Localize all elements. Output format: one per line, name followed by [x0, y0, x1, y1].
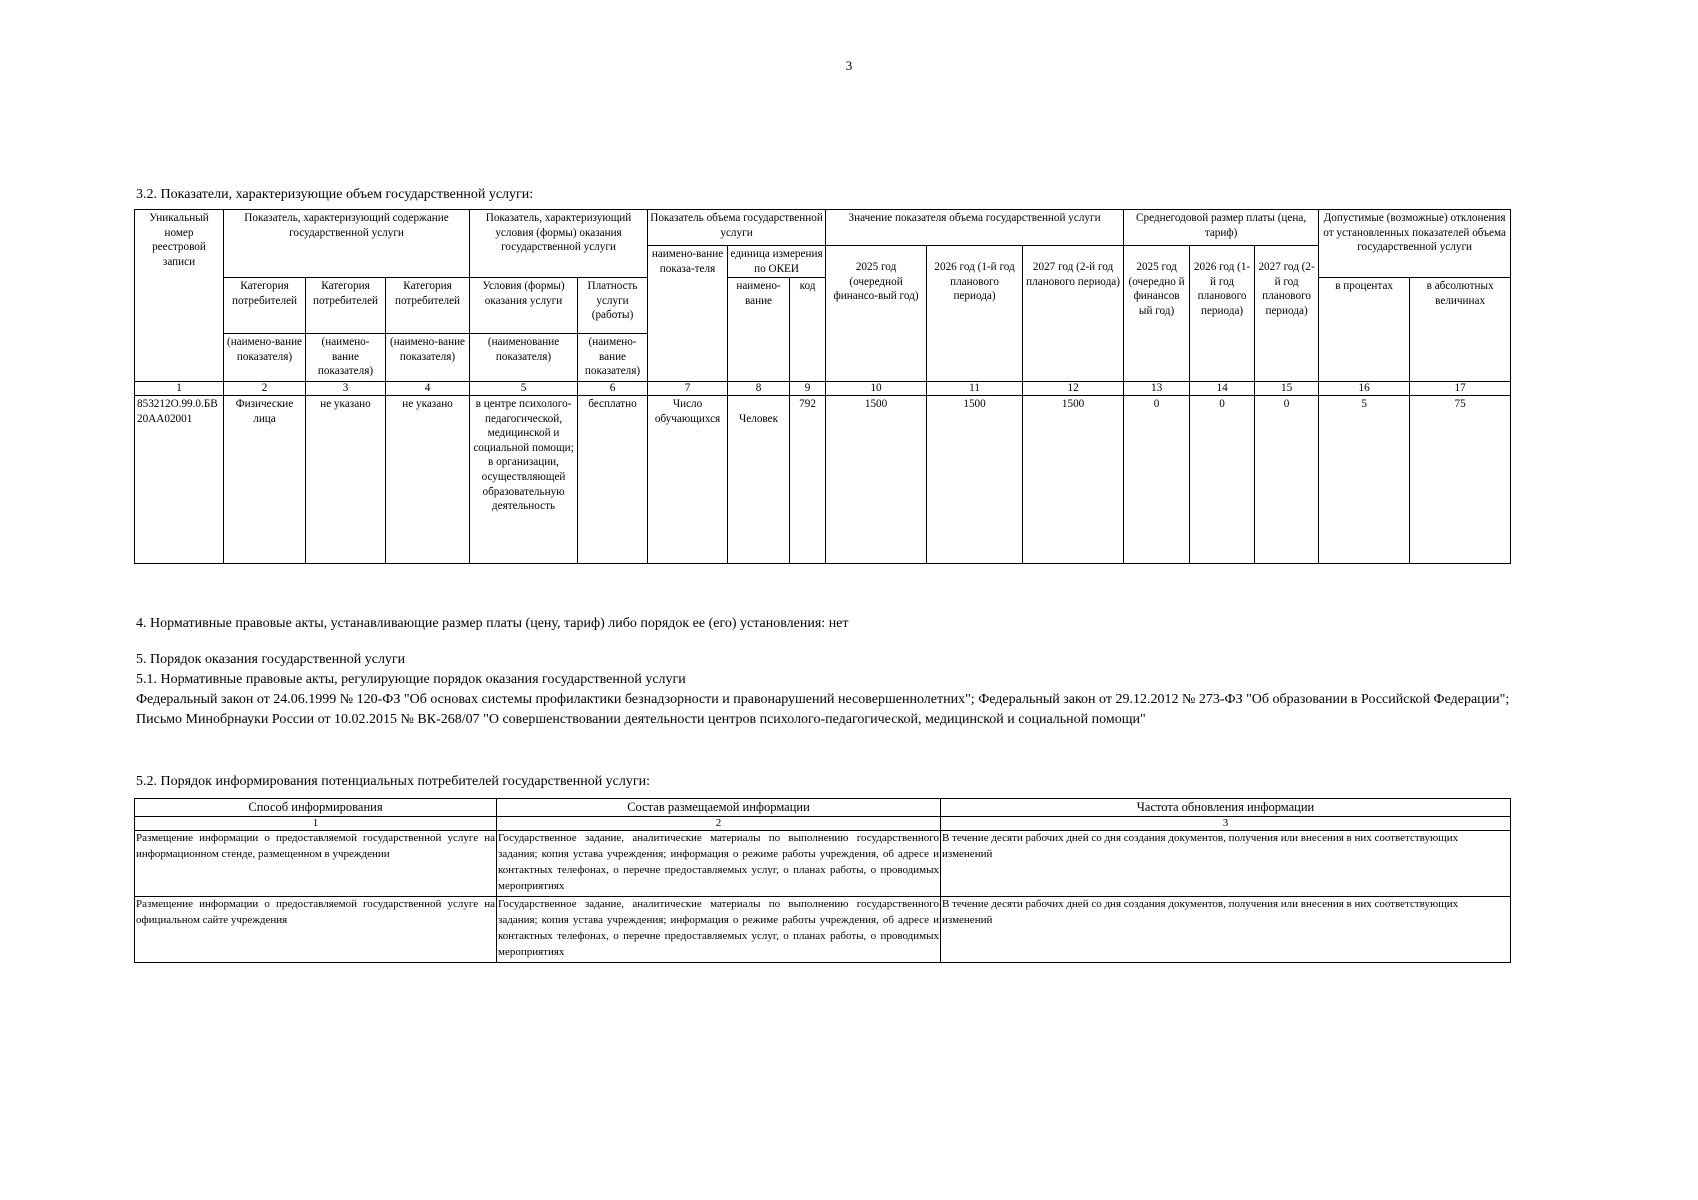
column-number: 2	[224, 382, 306, 396]
category-3-value: не указано	[386, 396, 470, 564]
column-number: 16	[1319, 382, 1410, 396]
hint-name-4: (наименование показателя)	[470, 334, 578, 382]
header-volume-value: Значение показателя объема государственной услуги	[826, 210, 1124, 246]
fee-2027: 0	[1255, 396, 1319, 564]
section-5-2-title: 5.2. Порядок информирования потенциальных потребителей государственной услуги:	[136, 774, 651, 789]
hint-name-1: (наимено-вание показателя)	[224, 334, 306, 382]
page-number: 3	[845, 58, 853, 73]
info-column-number: 3	[941, 817, 1511, 831]
payment-value: бесплатно	[578, 396, 648, 564]
header-unit-name: наимено-вание	[728, 278, 790, 382]
unit-code-value: 792	[790, 396, 826, 564]
info-header-content: Состав размещаемой информации	[497, 799, 941, 817]
header-unique-number: Уникальный номер реестровой записи	[135, 210, 224, 382]
header-category-3: Категория потребителей	[386, 278, 470, 334]
column-number: 17	[1410, 382, 1511, 396]
service-form: в центре психолого-педагогической, медицинской и социальной помощи; в организации, осуществляющей образовательную деятельность	[470, 396, 578, 564]
hint-name-3: (наимено-вание показателя)	[386, 334, 470, 382]
information-table	[134, 798, 1511, 963]
header-year-2027: 2027 год (2-й год планового периода)	[1023, 246, 1124, 382]
header-percent: в процентах	[1319, 278, 1410, 382]
info-method: Размещение информации о предоставляемой государственной услуге на информационном стенде, размещенном в учреждении	[135, 831, 497, 897]
header-absolute: в абсолютных величинах	[1410, 278, 1511, 382]
column-number: 10	[826, 382, 927, 396]
table-row	[135, 831, 1511, 897]
info-frequency: В течение десяти рабочих дней со дня создания документов, получения или внесения в них соответствующих изменений	[941, 831, 1511, 897]
hint-name-5: (наимено-вание показателя)	[578, 334, 648, 382]
info-content: Государственное задание, аналитические материалы по выполнению государственного задания; копия устава учреждения; информация о режиме работы учреждения, об адресе и контактных телефонах, о перечне предоставляемых услуг, о планах работы, о проводимых мероприятиях	[497, 897, 941, 963]
header-conditions-indicator: Показатель, характеризующий условия (формы) оказания государственной услуги	[470, 210, 648, 278]
header-year-2026: 2026 год (1-й год планового периода)	[927, 246, 1023, 382]
category-2-value: не указано	[306, 396, 386, 564]
section-5-1-title: 5.1. Нормативные правовые акты, регулирующие порядок оказания государственной услуги	[136, 672, 686, 687]
info-frequency: В течение десяти рабочих дней со дня создания документов, получения или внесения в них соответствующих изменений	[941, 897, 1511, 963]
column-number: 13	[1124, 382, 1190, 396]
info-column-number: 2	[497, 817, 941, 831]
value-2027: 1500	[1023, 396, 1124, 564]
column-number: 6	[578, 382, 648, 396]
column-number: 4	[386, 382, 470, 396]
value-2026: 1500	[927, 396, 1023, 564]
header-category-1: Категория потребителей	[224, 278, 306, 334]
column-number: 9	[790, 382, 826, 396]
deviation-absolute: 75	[1410, 396, 1511, 564]
column-number: 7	[648, 382, 728, 396]
column-number: 11	[927, 382, 1023, 396]
header-unit: единица измерения по ОКЕИ	[728, 246, 826, 278]
section-4-text: 4. Нормативные правовые акты, устанавливающие размер платы (цену, тариф) либо порядок ее (его) установления: нет	[136, 616, 849, 631]
column-number: 8	[728, 382, 790, 396]
table-row	[135, 897, 1511, 963]
section-3-2-title: 3.2. Показатели, характеризующие объем государственной услуги:	[136, 187, 534, 202]
header-form-conditions: Условия (формы) оказания услуги	[470, 278, 578, 334]
header-payment: Платность услуги (работы)	[578, 278, 648, 334]
column-number: 14	[1190, 382, 1255, 396]
section-5-1-text: Федеральный закон от 24.06.1999 № 120-ФЗ "Об основах системы профилактики безнадзорности и правонарушений несовершеннолетних"; Федеральный закон от 29.12.2012 № 273-ФЗ "Об образовании в Российской Федерации"; Письмо Минобрнауки России от 10.02.2015 № ВК-268/07 "О совершенствовании деятельности центров психолого-педагогической, медицинской и социальной помощи"	[136, 692, 1510, 727]
header-fee-2026: 2026 год (1-й год планового периода)	[1190, 246, 1255, 382]
column-number: 12	[1023, 382, 1124, 396]
fee-2026: 0	[1190, 396, 1255, 564]
info-column-number: 1	[135, 817, 497, 831]
registry-number: 853212О.99.0.БВ20АА02001	[135, 396, 224, 564]
consumer-category: Физические лица	[224, 396, 306, 564]
value-2025: 1500	[826, 396, 927, 564]
info-header-frequency: Частота обновления информации	[941, 799, 1511, 817]
header-fee-2027: 2027 год (2-й год планового периода)	[1255, 246, 1319, 382]
info-content: Государственное задание, аналитические материалы по выполнению государственного задания; копия устава учреждения; информация о режиме работы учреждения, об адресе и контактных телефонах, о перечне предоставляемых услуг, о планах работы, о проводимых мероприятиях	[497, 831, 941, 897]
header-average-fee: Среднегодовой размер платы (цена, тариф)	[1124, 210, 1319, 246]
info-method: Размещение информации о предоставляемой государственной услуге на официальном сайте учреждения	[135, 897, 497, 963]
indicator-value: Число обучающихся	[648, 396, 728, 564]
header-fee-2025: 2025 год (очередно й финансов ый год)	[1124, 246, 1190, 382]
header-volume-indicator: Показатель объема государственной услуги	[648, 210, 826, 246]
header-content-indicator: Показатель, характеризующий содержание государственной услуги	[224, 210, 470, 278]
header-allowed-deviation: Допустимые (возможные) отклонения от установленных показателей объема государственной услуги	[1319, 210, 1511, 278]
deviation-percent: 5	[1319, 396, 1410, 564]
unit-name-value: Человек	[728, 396, 790, 564]
volume-indicators-table	[134, 209, 1511, 564]
table-row	[135, 396, 1511, 564]
header-category-2: Категория потребителей	[306, 278, 386, 334]
fee-2025: 0	[1124, 396, 1190, 564]
column-number: 3	[306, 382, 386, 396]
section-5-title: 5. Порядок оказания государственной услуги	[136, 652, 406, 667]
column-number: 1	[135, 382, 224, 396]
column-number: 5	[470, 382, 578, 396]
info-header-method: Способ информирования	[135, 799, 497, 817]
hint-name-2: (наимено-вание показателя)	[306, 334, 386, 382]
header-unit-code: код	[790, 278, 826, 382]
column-number: 15	[1255, 382, 1319, 396]
header-year-2025: 2025 год (очередной финансо-вый год)	[826, 246, 927, 382]
header-indicator-name: наимено-вание показа-теля	[648, 246, 728, 382]
